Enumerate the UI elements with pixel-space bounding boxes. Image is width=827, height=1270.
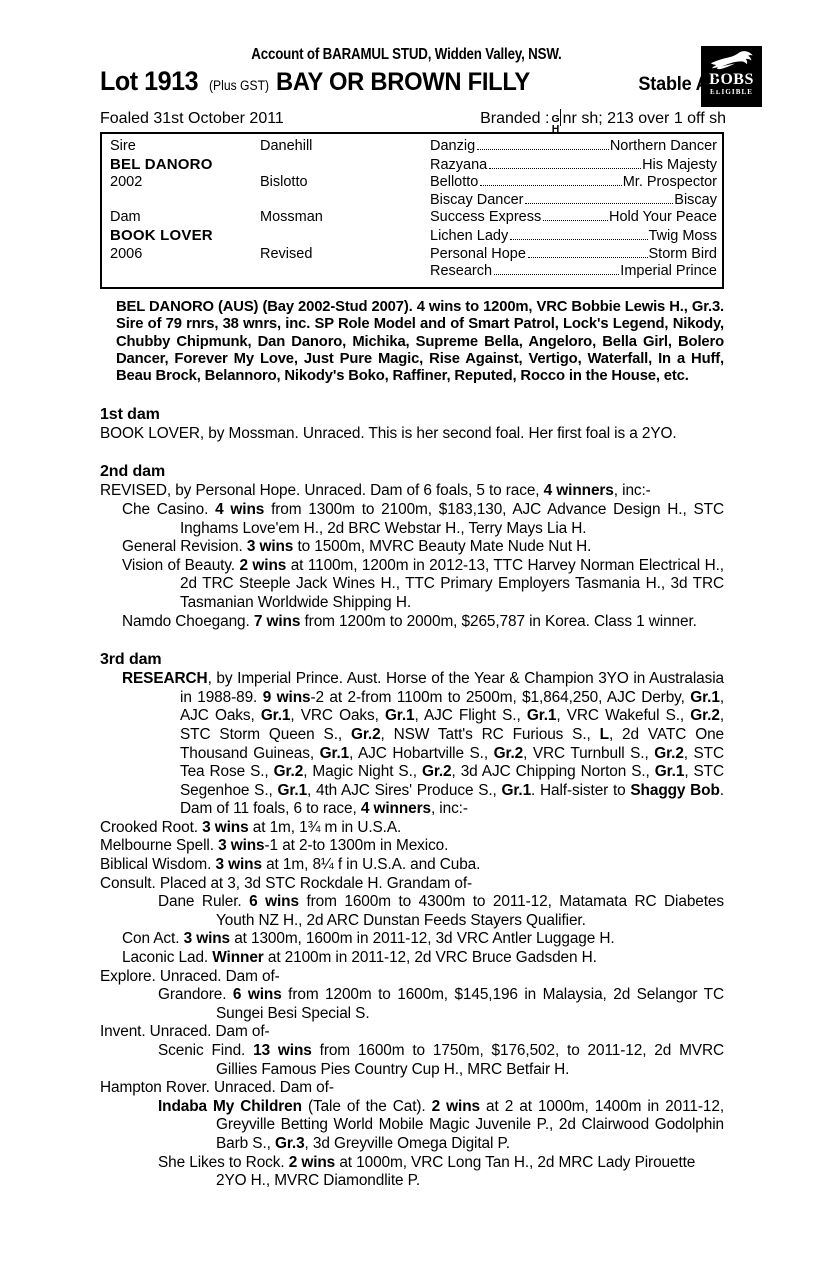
entry-text: Consult. Placed at 3, 3d STC Rockdale H. Grandam of- — [100, 874, 473, 892]
entry-text: Scenic Find. — [158, 1042, 254, 1059]
dot-leader — [525, 203, 673, 204]
entry-text: Hampton Rover. Unraced. Dam of- — [100, 1079, 334, 1097]
entry-text: from 1200m to 1600m, $145,196 in Malaysia, 2d Selangor TC Sungei Besi Special S. — [216, 986, 724, 1022]
pedigree-grandsire-name: Danzig — [430, 138, 476, 154]
bobs-logo-word: BOBS — [709, 71, 754, 88]
lot-title-line — [100, 66, 730, 97]
pedigree-label: 2002 — [110, 174, 143, 191]
pedigree-grandparent-cell — [430, 228, 717, 246]
entry-highlight: 2 wins — [288, 1153, 336, 1171]
entry-highlight: 6 wins — [232, 986, 282, 1004]
bobs-logo-subtitle: ELIGIBLE — [709, 88, 754, 96]
pedigree-row — [102, 246, 722, 264]
entry-text: Biblical Wisdom. — [100, 856, 216, 874]
entry-text: at 1100m, 1200m in 2012-13, TTC Harvey Norman Electrical H., 2d TRC Steeple Jack Wines H., TTC Primary Employers Tasmania H., 3d TRC Tasmanian Worldwide Shipping H. — [180, 556, 724, 611]
pedigree-grandparent-cell — [430, 209, 717, 227]
entry-text: from 1600m to 4300m to 2011-12, Matamata RC Diabetes Youth NZ H., 2d ARC Dunstan Feeds Stayers Qualifier. — [216, 893, 724, 929]
entry-text: at 1000m, VRC Long Tan H., 2d MRC Lady Pirouette 2YO H., MVRC Diamondlite P. — [216, 1153, 696, 1190]
entry-text: , STC Segenhoe S., — [180, 763, 724, 799]
dam-section — [100, 651, 724, 1191]
pedigree-entry — [100, 1042, 724, 1079]
entry-text: from 1600m to 1750m, $176,502, to 2011-12, 2d MVRC Gillies Famous Pies Country Cup H., MRC Betfair H. — [216, 1042, 725, 1078]
pedigree-table — [100, 132, 724, 289]
entry-highlight: Gr.1 — [501, 781, 532, 799]
entry-text: Laconic Lad. — [122, 949, 213, 967]
entry-text: , AJC Hobartville S., — [349, 744, 494, 762]
pedigree-entry — [100, 1079, 724, 1098]
entry-highlight: 13 wins — [253, 1042, 312, 1059]
pedigree-subject-name: BEL DANORO — [110, 155, 213, 173]
pedigree-grandsire-name: Razyana — [430, 156, 488, 173]
pedigree-parent-name: Revised — [260, 245, 313, 262]
pedigree-grandsire-name: Lichen Lady — [430, 227, 509, 244]
entry-text: , Magic Night S., — [303, 763, 422, 781]
dot-leader — [494, 274, 619, 275]
pedigree-great-grandsire-name: Mr. Prospector — [622, 174, 717, 191]
pedigree-entry — [100, 856, 724, 875]
pedigree-subject-name: BOOK LOVER — [110, 226, 213, 244]
pedigree-great-grandsire-name: Twig Moss — [648, 227, 717, 244]
entry-text: at 1m, 8¼ f in U.S.A. and Cuba. — [261, 856, 481, 874]
dot-leader — [480, 185, 621, 186]
entry-text: , AJC Flight S., — [414, 707, 527, 725]
brand-symbol-bar — [560, 109, 561, 126]
page-header — [100, 0, 754, 135]
pedigree-label: Sire — [110, 138, 136, 154]
entry-text: , VRC Turnbull S., — [523, 744, 655, 762]
entry-highlight: 3 wins — [202, 818, 249, 836]
entry-text: Explore. Unraced. Dam of- — [100, 967, 280, 985]
pedigree-grandsire-name: Biscay Dancer — [430, 191, 524, 208]
pedigree-great-grandsire-name: His Majesty — [642, 156, 717, 173]
entry-text: Con Act. — [122, 930, 184, 948]
entry-text: REVISED, by Personal Hope. Unraced. Dam of 6 foals, 5 to race, — [100, 482, 544, 500]
pedigree-grandparent-cell — [430, 138, 717, 156]
entry-text: to 1500m, MVRC Beauty Mate Nude Nut H. — [293, 538, 592, 556]
entry-text: Invent. Unraced. Dam of- — [100, 1023, 270, 1041]
entry-text: from 1200m to 2000m, $265,787 in Korea. Class 1 winner. — [300, 612, 697, 630]
entry-highlight: 7 wins — [253, 612, 301, 630]
pedigree-row — [102, 174, 722, 192]
foaled-and-brand-line — [100, 106, 730, 135]
pedigree-parent-name: Bislotto — [260, 174, 308, 191]
pedigree-parent-name: Mossman — [260, 209, 323, 226]
sire-summary-paragraph: BEL DANORO (AUS) (Bay 2002-Stud 2007). 4 wins to 1200m, VRC Bobbie Lewis H., Gr.3. Sire of 79 rnrs, 38 wnrs, inc. SP Role Model and of Smart Patrol, Lock's Legend, Nikody, Chubby Chipmunk, Dan Danoro, Michika, Supreme Bella, Angeloro, Bella Girl, Bolero Dancer, Forever My Love, Just Pure Magic, Rise Against, Vertigo, Waterfall, In a Huff, Beau Brock, Belannoro, Nikody's Boko, Raffiner, Reputed, Rocco in the House, etc. — [116, 298, 724, 385]
entry-text: , AJC Oaks, — [180, 688, 724, 725]
entry-text: Vision of Beauty. — [122, 556, 240, 574]
entry-highlight: 3 wins — [215, 856, 262, 874]
entry-highlight: Gr.1 — [277, 781, 308, 799]
entry-text: at 1m, 1¾ m in U.S.A. — [248, 818, 402, 836]
entry-text: (Tale of the Cat). — [301, 1097, 432, 1115]
entry-highlight: Gr.1 — [260, 707, 291, 725]
stable-label: Stable A 2 — [637, 74, 722, 95]
entry-text: , inc:- — [430, 800, 468, 818]
entry-highlight: 3 wins — [218, 837, 265, 855]
entry-highlight: Gr.2 — [690, 707, 720, 725]
pedigree-grandparent-cell — [430, 263, 717, 281]
entry-highlight: Winner — [212, 949, 264, 967]
pedigree-entry — [100, 949, 724, 968]
entry-text: , STC Tea Rose S., — [180, 744, 724, 781]
pedigree-entry — [100, 425, 724, 444]
entry-text: at 2 at 1000m, 1400m in 2011-12, Greyville Betting World Mobile Magic Juvenile P., 2d Clairwood Godolphin Barb S., — [216, 1097, 724, 1152]
pedigree-row — [102, 156, 722, 175]
pedigree-entry — [100, 893, 724, 930]
pedigree-grandsire-name: Success Express — [430, 209, 542, 226]
pedigree-entry — [100, 986, 724, 1023]
entry-highlight: Gr.1 — [526, 707, 557, 725]
entry-text: -1 at 2-to 1300m in Mexico. — [264, 837, 449, 855]
entry-text: Grandore. — [158, 986, 233, 1004]
entry-highlight: Indaba My Children — [158, 1097, 302, 1115]
entry-text: . Half-sister to — [531, 781, 631, 799]
entry-highlight: 6 wins — [249, 893, 299, 911]
brand-detail: nr sh; 213 over 1 off sh — [562, 110, 726, 127]
pedigree-entry — [100, 968, 724, 987]
entry-text: , VRC Oaks, — [290, 707, 385, 725]
entry-text: , NSW Tatt's RC Furious S., — [380, 725, 600, 743]
pedigree-entry — [100, 501, 724, 538]
entry-highlight: Gr.2 — [350, 725, 381, 743]
pedigree-entry — [100, 875, 724, 894]
entry-text: General Revision. — [122, 538, 247, 556]
pedigree-grandparent-cell — [430, 174, 717, 192]
entry-text: at 1300m, 1600m in 2011-12, 3d VRC Antler Luggage H. — [230, 930, 615, 948]
entry-highlight: Gr.2 — [421, 763, 452, 781]
entry-text: , 3d AJC Chipping Norton S., — [451, 763, 655, 781]
pedigree-great-grandsire-name: Hold Your Peace — [608, 209, 717, 226]
pedigree-entry — [100, 670, 724, 819]
entry-highlight: Gr.2 — [273, 763, 304, 781]
pedigree-entry — [100, 837, 724, 856]
pedigree-grandsire-name: Personal Hope — [430, 245, 526, 262]
account-line: Account of BARAMUL STUD, Widden Valley, NSW. — [251, 46, 562, 63]
entry-text: , inc:- — [613, 482, 651, 500]
pedigree-entry — [100, 930, 724, 949]
entry-text: . Dam of 11 foals, 6 to race, — [180, 781, 724, 818]
entry-text: , by Imperial Prince. Aust. Horse of the Year & Champion 3YO in Australasia in 1988-89. — [180, 670, 724, 706]
pedigree-great-grandsire-name: Northern Dancer — [609, 138, 717, 154]
branded-label: Branded : — [480, 110, 550, 127]
entry-text: , 3d Greyville Omega Digital P. — [304, 1134, 510, 1152]
dot-leader — [528, 257, 648, 258]
entry-highlight: 3 wins — [183, 930, 231, 948]
entry-highlight: Gr.1 — [319, 744, 350, 762]
entry-text: She Likes to Rock. — [158, 1153, 289, 1171]
pedigree-row — [102, 263, 722, 281]
entry-highlight: Gr.1 — [690, 688, 720, 706]
entry-highlight: Gr.2 — [654, 744, 684, 762]
pedigree-row — [102, 209, 722, 227]
dam-sections — [0, 406, 827, 1191]
entry-text: Melbourne Spell. — [100, 837, 219, 855]
entry-highlight: Shaggy Bob — [630, 781, 720, 799]
pedigree-row — [102, 192, 722, 210]
entry-text: at 2100m in 2011-12, 2d VRC Bruce Gadsden H. — [263, 949, 597, 967]
dam-section — [100, 406, 724, 444]
dot-leader — [543, 220, 608, 221]
pedigree-great-grandsire-name: Imperial Prince — [620, 263, 717, 280]
entry-text: , 2d VATC One Thousand Guineas, — [180, 725, 724, 762]
pedigree-entry — [100, 482, 724, 501]
entry-highlight: Gr.2 — [493, 744, 524, 762]
dot-leader — [489, 168, 641, 169]
entry-text: Dane Ruler. — [158, 893, 250, 911]
entry-highlight: 4 winners — [360, 800, 431, 818]
pedigree-entry — [100, 1023, 724, 1042]
dot-leader — [510, 239, 647, 240]
lot-number: Lot 1913 — [100, 66, 199, 96]
pedigree-label: Dam — [110, 209, 141, 226]
horse-head-icon — [709, 49, 755, 71]
entry-text: , 4th AJC Sires' Produce S., — [307, 781, 502, 799]
foaled-date: Foaled 31st October 2011 — [100, 110, 284, 127]
entry-highlight: L — [599, 725, 609, 743]
entry-highlight: 4 winners — [543, 482, 614, 500]
entry-text: , VRC Wakeful S., — [556, 707, 691, 725]
entry-text: , STC Storm Queen S., — [180, 707, 724, 743]
pedigree-entry — [100, 819, 724, 838]
entry-text: -2 at 2-from 1100m to 2500m, $1,864,250, AJC Derby, — [310, 688, 691, 706]
pedigree-entry — [100, 1154, 724, 1191]
dam-heading: 3rd dam — [100, 651, 162, 669]
pedigree-entry — [100, 1098, 724, 1154]
pedigree-entry — [100, 557, 724, 613]
brand-symbol-top: G — [551, 113, 560, 125]
colour-and-sex: BAY OR BROWN FILLY — [276, 68, 531, 96]
dam-section — [100, 463, 724, 631]
pedigree-label: 2006 — [110, 245, 143, 262]
pedigree-grandparent-cell — [430, 246, 717, 264]
entry-highlight: 2 wins — [239, 556, 287, 574]
entry-highlight: Gr.1 — [384, 707, 415, 725]
dot-leader — [477, 149, 609, 150]
pedigree-parent-name: Danehill — [260, 138, 313, 154]
entry-highlight: 4 wins — [215, 500, 265, 518]
pedigree-entry — [100, 613, 724, 632]
branding-info — [480, 106, 726, 135]
pedigree-grandsire-name: Research — [430, 263, 493, 280]
entry-highlight: 2 wins — [431, 1097, 480, 1115]
entry-highlight: Gr.1 — [654, 763, 685, 781]
pedigree-entry — [100, 538, 724, 557]
plus-gst-label: (Plus GST) — [208, 78, 269, 93]
entry-text: Namdo Choegang. — [122, 612, 254, 630]
pedigree-great-grandsire-name: Biscay — [674, 191, 717, 208]
pedigree-grandparent-cell — [430, 157, 717, 175]
entry-highlight: RESEARCH — [122, 670, 208, 688]
entry-highlight: 3 wins — [246, 538, 294, 556]
entry-text: from 1300m to 2100m, $183,130, AJC Advance Design H., STC Inghams Love'em H., 2d BRC Webstar H., Terry Mays Lia H. — [180, 500, 724, 537]
entry-highlight: 9 wins — [262, 688, 311, 706]
pedigree-grandparent-cell — [430, 192, 717, 210]
pedigree-row — [102, 227, 722, 246]
pedigree-row — [102, 138, 722, 156]
dam-heading: 1st dam — [100, 405, 160, 423]
pedigree-great-grandsire-name: Storm Bird — [648, 245, 717, 262]
entry-text: Crooked Root. — [100, 818, 203, 836]
dam-heading: 2nd dam — [100, 463, 166, 481]
entry-text: BOOK LOVER, by Mossman. Unraced. This is her second foal. Her first foal is a 2YO. — [100, 424, 677, 442]
pedigree-grandsire-name: Bellotto — [430, 174, 479, 191]
entry-highlight: Gr.3 — [274, 1134, 305, 1152]
entry-text: Che Casino. — [122, 500, 216, 518]
brand-symbol — [551, 115, 559, 134]
brand-symbol-bottom: H — [551, 122, 560, 135]
